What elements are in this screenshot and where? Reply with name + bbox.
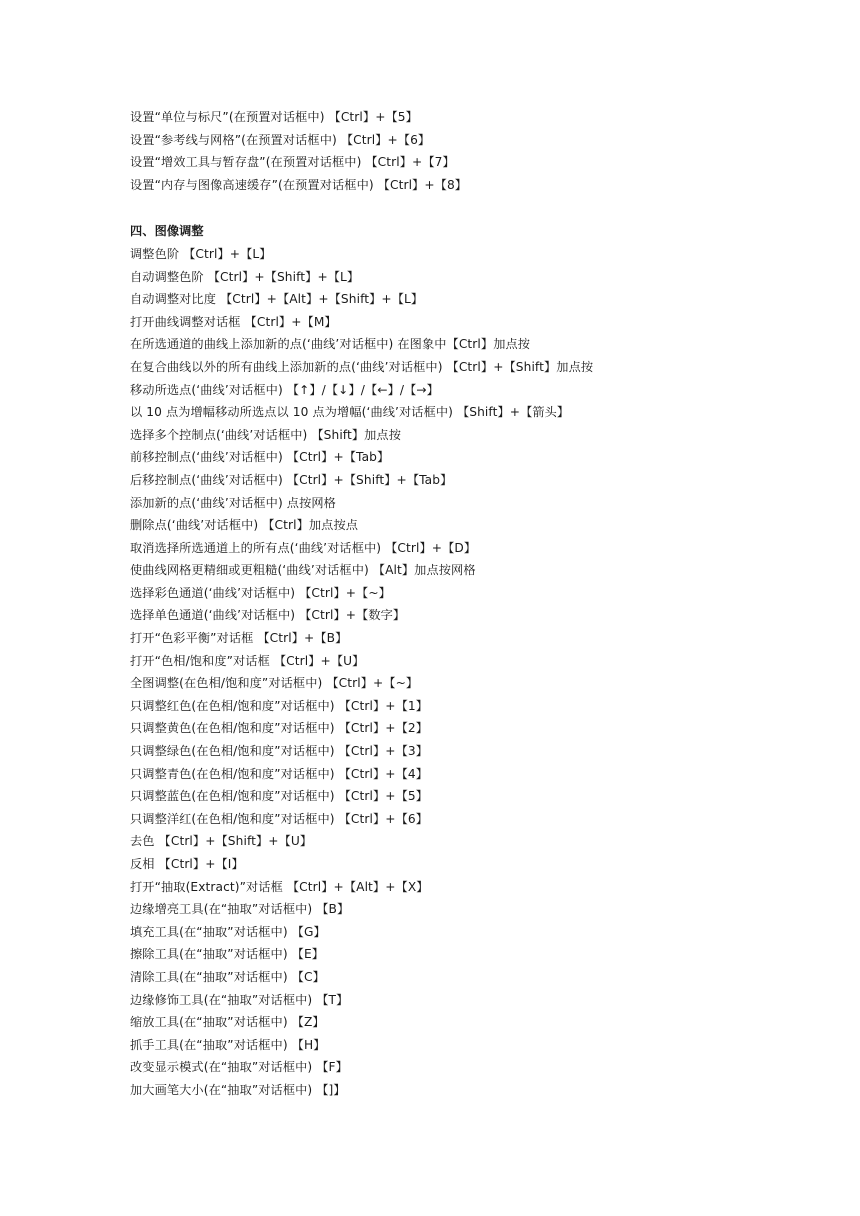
shortcut-line: 边缘修饰工具(在“抽取”对话框中) 【T】 bbox=[130, 992, 349, 1007]
shortcut-line: 只调整绿色(在色相/饱和度”对话框中) 【Ctrl】+【3】 bbox=[130, 744, 429, 759]
shortcut-line: 取消选择所选通道上的所有点(‘曲线’对话框中) 【Ctrl】+【D】 bbox=[130, 540, 477, 555]
shortcut-line: 反相 【Ctrl】+【I】 bbox=[130, 857, 244, 871]
shortcut-line: 设置“内存与图像高速缓存”(在预置对话框中) 【Ctrl】+【8】 bbox=[130, 177, 468, 192]
shortcut-line: 只调整红色(在色相/饱和度”对话框中) 【Ctrl】+【1】 bbox=[130, 698, 429, 713]
shortcut-line: 清除工具(在“抽取”对话框中) 【C】 bbox=[130, 969, 325, 984]
shortcut-line: 选择彩色通道(‘曲线’对话框中) 【Ctrl】+【~】 bbox=[130, 585, 391, 600]
shortcut-line: 改变显示模式(在“抽取”对话框中) 【F】 bbox=[130, 1060, 348, 1075]
shortcut-line: 删除点(‘曲线’对话框中) 【Ctrl】加点按点 bbox=[130, 518, 359, 533]
shortcut-line: 自动调整对比度 【Ctrl】+【Alt】+【Shift】+【L】 bbox=[130, 292, 424, 307]
shortcut-line: 打开“色相/饱和度”对话框 【Ctrl】+【U】 bbox=[130, 653, 365, 668]
preferences-shortcut-list bbox=[130, 106, 830, 196]
document-page bbox=[130, 106, 830, 1102]
section-heading: 四、图像调整 bbox=[130, 224, 204, 239]
shortcut-line: 擦除工具(在“抽取”对话框中) 【E】 bbox=[130, 947, 325, 962]
section-spacer bbox=[130, 196, 830, 220]
shortcut-line: 设置“增效工具与暂存盘”(在预置对话框中) 【Ctrl】+【7】 bbox=[130, 155, 455, 170]
shortcut-line: 后移控制点(‘曲线’对话框中) 【Ctrl】+【Shift】+【Tab】 bbox=[130, 472, 453, 487]
shortcut-line: 抓手工具(在“抽取”对话框中) 【H】 bbox=[130, 1037, 326, 1052]
shortcut-line: 在复合曲线以外的所有曲线上添加新的点(‘曲线’对话框中) 【Ctrl】+【Shift】加点按 bbox=[130, 359, 594, 374]
shortcut-line: 在所选通道的曲线上添加新的点(‘曲线’对话框中) 在图象中【Ctrl】加点按 bbox=[130, 337, 531, 352]
shortcut-line: 填充工具(在“抽取”对话框中) 【G】 bbox=[130, 924, 326, 939]
shortcut-line: 前移控制点(‘曲线’对话框中) 【Ctrl】+【Tab】 bbox=[130, 450, 390, 465]
shortcut-line: 设置“单位与标尺”(在预置对话框中) 【Ctrl】+【5】 bbox=[130, 110, 418, 124]
shortcut-line: 去色 【Ctrl】+【Shift】+【U】 bbox=[130, 834, 313, 849]
shortcut-line: 全图调整(在色相/饱和度”对话框中) 【Ctrl】+【~】 bbox=[130, 676, 419, 691]
shortcut-line: 只调整蓝色(在色相/饱和度”对话框中) 【Ctrl】+【5】 bbox=[130, 789, 429, 804]
shortcut-line: 只调整洋红(在色相/饱和度”对话框中) 【Ctrl】+【6】 bbox=[130, 811, 429, 826]
shortcut-line: 添加新的点(‘曲线’对话框中) 点按网格 bbox=[130, 495, 336, 510]
shortcut-line: 缩放工具(在“抽取”对话框中) 【Z】 bbox=[130, 1015, 325, 1030]
shortcut-line: 调整色阶 【Ctrl】+【L】 bbox=[130, 246, 272, 261]
shortcut-line: 打开“色彩平衡”对话框 【Ctrl】+【B】 bbox=[130, 631, 348, 646]
shortcut-line: 只调整黄色(在色相/饱和度”对话框中) 【Ctrl】+【2】 bbox=[130, 721, 429, 736]
shortcut-line: 选择多个控制点(‘曲线’对话框中) 【Shift】加点按 bbox=[130, 427, 402, 442]
shortcut-line: 只调整青色(在色相/饱和度”对话框中) 【Ctrl】+【4】 bbox=[130, 766, 429, 781]
shortcut-line: 自动调整色阶 【Ctrl】+【Shift】+【L】 bbox=[130, 269, 360, 284]
shortcut-line: 边缘增亮工具(在“抽取”对话框中) 【B】 bbox=[130, 902, 350, 917]
shortcut-line: 设置“参考线与网格”(在预置对话框中) 【Ctrl】+【6】 bbox=[130, 132, 431, 147]
shortcut-line: 打开“抽取(Extract)”对话框 【Ctrl】+【Alt】+【X】 bbox=[130, 879, 429, 894]
image-adjust-shortcut-list bbox=[130, 243, 830, 1102]
shortcut-line: 加大画笔大小(在“抽取”对话框中) 【]】 bbox=[130, 1082, 346, 1097]
shortcut-line: 使曲线网格更精细或更粗糙(‘曲线’对话框中) 【Alt】加点按网格 bbox=[130, 563, 476, 578]
shortcut-line: 选择单色通道(‘曲线’对话框中) 【Ctrl】+【数字】 bbox=[130, 608, 406, 623]
shortcut-line: 以 10 点为增幅移动所选点以 10 点为增幅(‘曲线’对话框中) 【Shift】+【箭头】 bbox=[130, 405, 570, 420]
shortcut-line: 打开曲线调整对话框 【Ctrl】+【M】 bbox=[130, 314, 337, 329]
shortcut-line: 移动所选点(‘曲线’对话框中) 【↑】/【↓】/【←】/【→】 bbox=[130, 382, 439, 397]
